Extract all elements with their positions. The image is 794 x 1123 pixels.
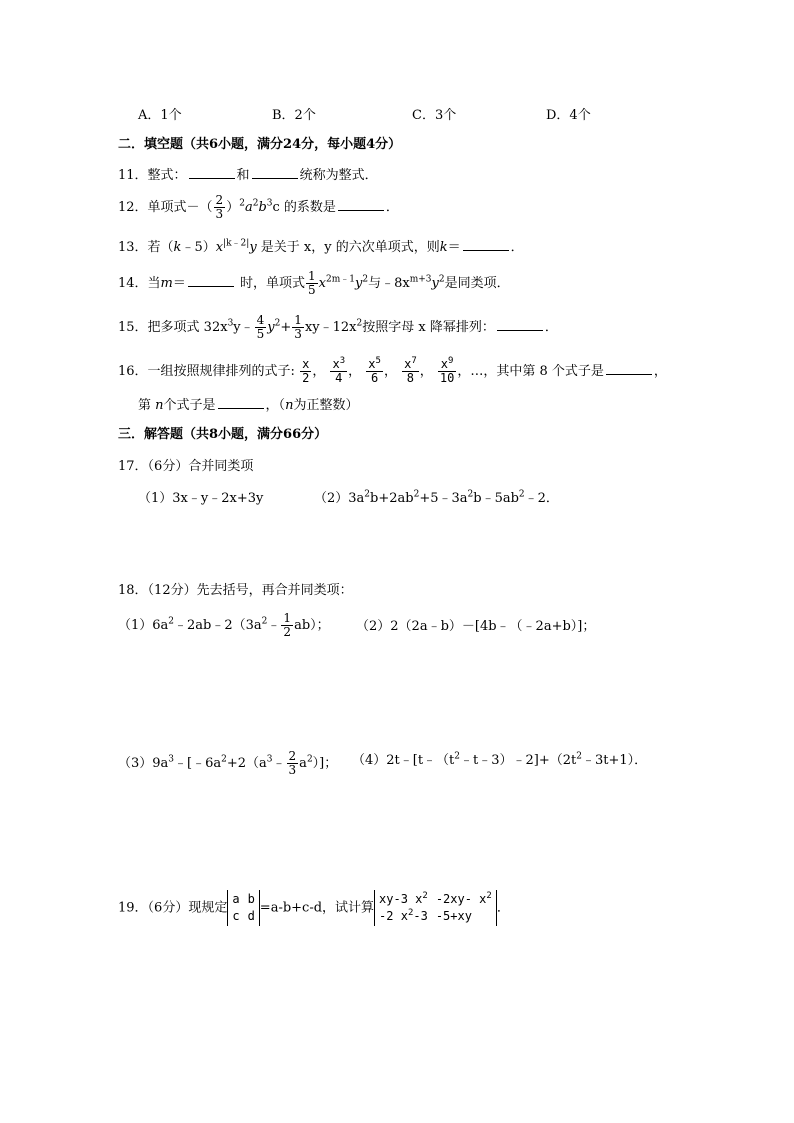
question-17-part2: $(2)3a^2b+2ab^2+5﹣3a^2b﹣5ab^2﹣2$． (314, 489, 559, 506)
question-18-part2: （2）2（2a﹣b）－[4b﹣（﹣2a+b）]； (356, 619, 596, 634)
sequence-fraction-4: $\frac{x^7}{8}$ (404, 356, 417, 385)
answer-blank[interactable] (463, 238, 509, 251)
question-15: 15．把多项式 $32x^3y﹣$ $\frac{4}{5}$ $y^2+$ $\frac{1}{3}$ $xy﹣12x^2$按照字母 x 降幂排列： ． (118, 313, 558, 341)
option-a: A．1个 (138, 108, 182, 123)
section3-title: 三．解答题（共8小题，满分66分） (118, 427, 328, 442)
question-18-title: 18．（12分）先去括号，再合并同类项： (118, 583, 353, 598)
question-18-part1: $(1)6a^2﹣2ab﹣2(3a^2﹣$ $\frac{1}{2}$ ab）； (118, 611, 330, 639)
question-17-part1: （1）3x﹣y﹣2x+3y (138, 491, 264, 506)
answer-blank[interactable] (188, 274, 234, 287)
section2-title: 二．填空题（共6小题，满分24分，每小题4分） (118, 137, 402, 152)
question-11: 11．整式： 和 统称为整式． (118, 168, 378, 183)
question-19: 19．（6分）现规定 a b c d =a-b+c-d，试计算 xy-3 $x^2$ -2xy- $x^2$ -2 $x^2-3$ -5+xy ． (118, 890, 510, 926)
sequence-fraction-2: $\frac{x^3}{4}$ (332, 356, 346, 385)
fraction: $\frac{4}{5}$ (256, 313, 265, 341)
answer-blank[interactable] (189, 166, 235, 179)
answer-blank[interactable] (606, 362, 652, 375)
question-13: 13．若$(k﹣5)x^{|k﹣2|}y$ 是关于 x，y 的六次单项式，则k＝ ． (118, 238, 524, 255)
option-d: D．4个 (546, 108, 591, 123)
option-b: B．2个 (272, 108, 316, 123)
question-14: 14．当m＝ 时，单项式 $\frac{1}{5}$ $x^{2m﹣1}y^2$与$﹣8x^{m+3}y^2$是同类项． (118, 269, 510, 297)
answer-blank[interactable] (338, 198, 384, 211)
fraction: $\frac{1}{2}$ (283, 611, 292, 639)
sequence-fraction-3: $\frac{x^5}{6}$ (368, 356, 381, 385)
question-18-part3: $(3)9a^3﹣[﹣6a^2+2(a^3﹣$ $\frac{2}{3}$ $a^2$）]； (118, 749, 338, 777)
fraction: $\frac{2}{3}$ (215, 193, 224, 221)
answer-blank[interactable] (218, 396, 264, 409)
answer-blank[interactable] (252, 166, 298, 179)
fraction: $\frac{2}{3}$ (288, 749, 297, 777)
question-17-title: 17．（6分）合并同类项 (118, 459, 254, 474)
sequence-fraction-5: $\frac{x^9}{10}$ (439, 356, 455, 385)
question-16: 16．一组按照规律排列的式子: $\frac{x}{2}$ ， $\frac{x^3}{4}$ ， $\frac{x^5}{6}$ ， $\frac{x^7}{8}$ ， $\frac{x^9}{10}$ ，…，其中第 8 个式子是 ， (118, 356, 667, 385)
question-16-line2: 第 n个式子是 ，（n为正整数） (138, 398, 359, 413)
option-c: C．3个 (412, 108, 457, 123)
question-18-part4: $(4)2t﹣[t﹣(t^2﹣t﹣3)﹣2]+(2t^2﹣3t+1)$． (352, 751, 648, 768)
determinant-to-compute: xy-3 $x^2$ -2xy- $x^2$ -2 $x^2-3$ -5+xy (374, 890, 497, 926)
question-12: 12．单项式－（ $\frac{2}{3}$ ）$^2a^2b^3c$ 的系数是 ． (118, 193, 399, 221)
sequence-fraction-1: $\frac{x}{2}$ (302, 357, 310, 385)
determinant-definition: a b c d (227, 890, 259, 926)
answer-blank[interactable] (497, 318, 543, 331)
fraction: $\frac{1}{5}$ (308, 269, 316, 297)
fraction: $\frac{1}{3}$ (294, 313, 302, 341)
